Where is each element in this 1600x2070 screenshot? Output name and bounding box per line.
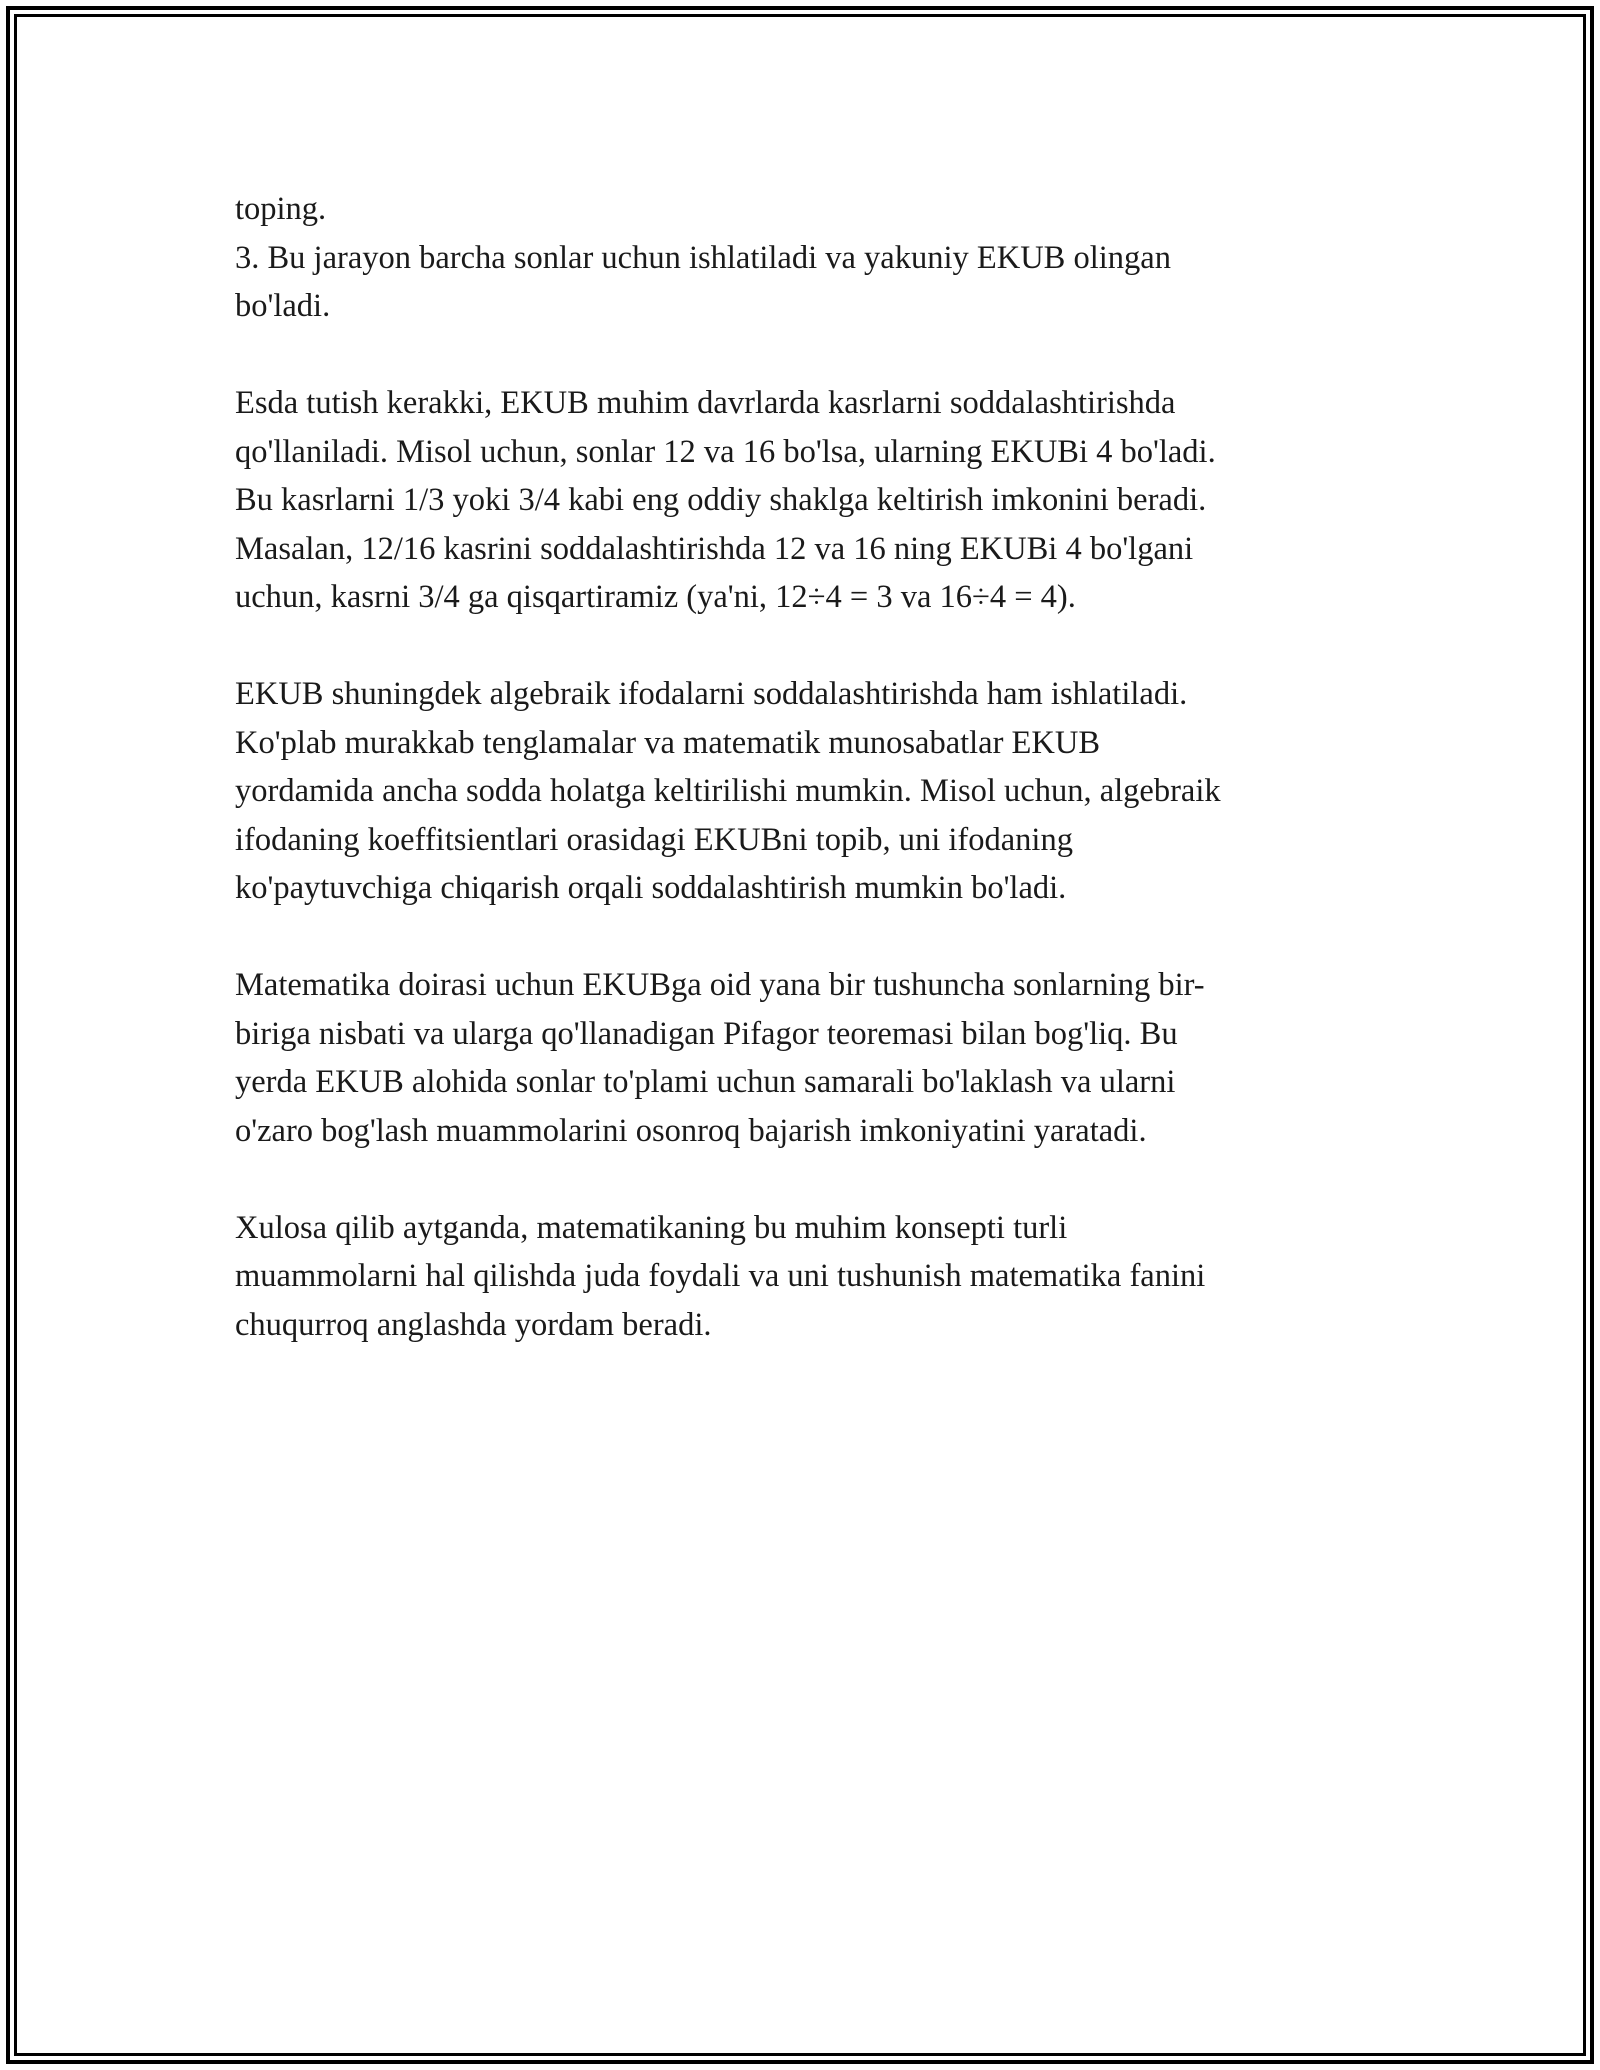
paragraph-spacer bbox=[235, 1155, 1375, 1204]
text-line: Esda tutish kerakki, EKUB muhim davrlarda kasrlarni soddalashtirishda bbox=[235, 385, 1176, 421]
paragraph-fractions bbox=[235, 379, 1375, 622]
paragraph-conclusion bbox=[235, 1204, 1375, 1350]
text-line: 3. Bu jarayon barcha sonlar uchun ishlatiladi va yakuniy EKUB olingan bbox=[235, 239, 1171, 276]
paragraph-pythagoras bbox=[235, 961, 1375, 1155]
text-line: toping. bbox=[235, 191, 327, 227]
text-line: qo'llaniladi. Misol uchun, sonlar 12 va 16 bo'lsa, ularning EKUBi 4 bo'ladi. bbox=[235, 433, 1216, 470]
text-line: Masalan, 12/16 kasrini soddalashtirishda 12 va 16 ning EKUBi 4 bo'lgani bbox=[235, 530, 1194, 567]
text-line: bo'ladi. bbox=[235, 288, 331, 324]
text-line: Bu kasrlarni 1/3 yoki 3/4 kabi eng oddiy shaklga keltirish imkonini beradi. bbox=[235, 482, 1207, 518]
text-line: Xulosa qilib aytganda, matematikaning bu muhim konsepti turli bbox=[235, 1209, 1068, 1246]
text-line: yerda EKUB alohida sonlar to'plami uchun samarali bo'laklash va ularni bbox=[235, 1064, 1176, 1100]
document-body bbox=[235, 185, 1375, 1349]
text-line: ifodaning koeffitsientlari orasidagi EKUBni topib, uni ifodaning bbox=[235, 821, 1073, 858]
text-line: yordamida ancha sodda holatga keltirilishi mumkin. Misol uchun, algebraik bbox=[235, 773, 1221, 809]
text-line: EKUB shuningdek algebraik ifodalarni soddalashtirishda ham ishlatiladi. bbox=[235, 676, 1188, 712]
text-line: ko'paytuvchiga chiqarish orqali soddalashtirish mumkin bo'ladi. bbox=[235, 870, 1067, 906]
paragraph-continuation bbox=[235, 185, 1375, 331]
text-line: muammolarni hal qilishda juda foydali va uni tushunish matematika fanini bbox=[235, 1258, 1206, 1294]
text-line: chuqurroq anglashda yordam beradi. bbox=[235, 1306, 712, 1343]
paragraph-spacer bbox=[235, 331, 1375, 380]
text-line: o'zaro bog'lash muammolarini osonroq bajarish imkoniyatini yaratadi. bbox=[235, 1112, 1147, 1149]
text-line: uchun, kasrni 3/4 ga qisqartiramiz (ya'ni, 12÷4 = 3 va 16÷4 = 4). bbox=[235, 579, 1076, 615]
text-line: Matematika doirasi uchun EKUBga oid yana bir tushuncha sonlarning bir- bbox=[235, 967, 1205, 1003]
text-line: biriga nisbati va ularga qo'llanadigan Pifagor teoremasi bilan bog'liq. Bu bbox=[235, 1015, 1178, 1052]
paragraph-algebra bbox=[235, 670, 1375, 913]
text-line: Ko'plab murakkab tenglamalar va matematik munosabatlar EKUB bbox=[235, 724, 1101, 761]
paragraph-spacer bbox=[235, 622, 1375, 671]
paragraph-spacer bbox=[235, 913, 1375, 962]
